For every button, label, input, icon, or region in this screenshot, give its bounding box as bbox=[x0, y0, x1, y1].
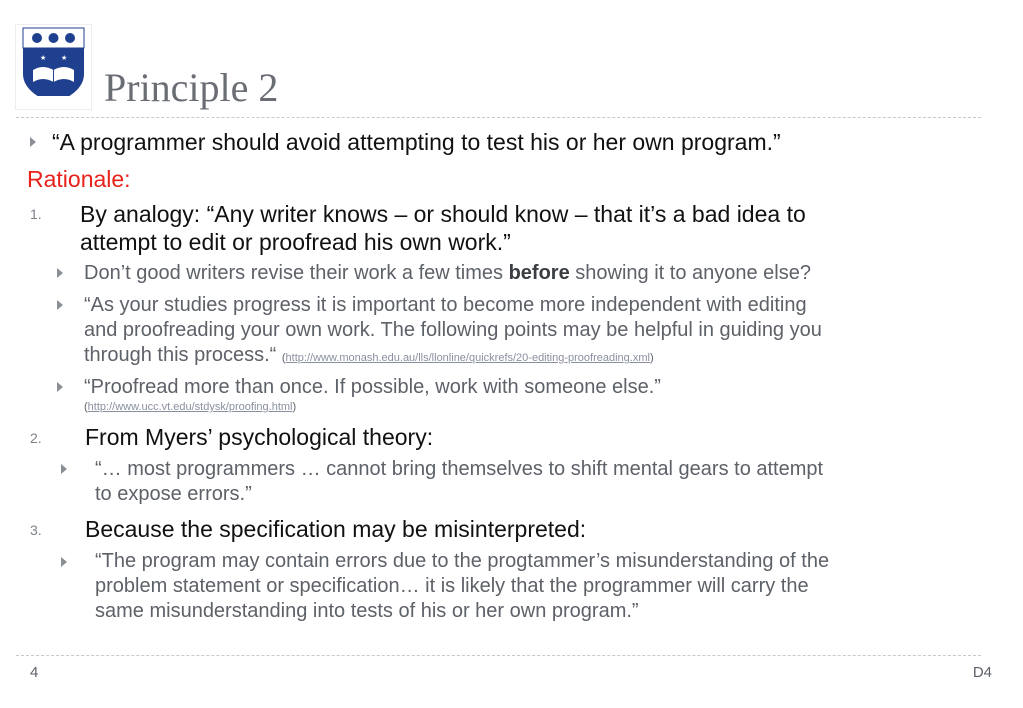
triangle-bullet-icon bbox=[61, 464, 67, 474]
slide-code: D4 bbox=[972, 664, 992, 681]
triangle-bullet-icon bbox=[61, 557, 67, 567]
slide-number: 4 bbox=[30, 664, 39, 681]
source-link[interactable]: http://www.ucc.vt.edu/stdysk/proofing.html bbox=[87, 401, 293, 413]
emphasis-text: before bbox=[508, 262, 570, 284]
list-number: 2. bbox=[30, 430, 42, 446]
sub-item-text: “Proofread more than once. If possible, work with someone else.” bbox=[84, 376, 661, 398]
list-number: 1. bbox=[30, 206, 42, 222]
sub-item-text: “The program may contain errors due to the progtammer’s misunderstanding of the bbox=[95, 550, 830, 572]
sub-item-text: and proofreading your own work. The following points may be helpful in guiding you bbox=[84, 319, 822, 341]
sub-item-text: “… most programmers … cannot bring themselves to shift mental gears to attempt bbox=[95, 458, 824, 480]
triangle-bullet-icon bbox=[30, 137, 36, 147]
rationale-label: Rationale: bbox=[27, 166, 131, 192]
list-item-text: Because the specification may be misinterpreted: bbox=[85, 516, 587, 542]
sub-item-text: problem statement or specification… it is likely that the programmer will carry the bbox=[95, 575, 809, 597]
principle-quote: “A programmer should avoid attempting to test his or her own program.” bbox=[52, 129, 781, 155]
sub-item-text: same misunderstanding into tests of his or her own program.” bbox=[95, 600, 639, 622]
sub-item-text: through this process.“ (http://www.monash.edu.au/lls/llonline/quickrefs/20-editing-proofreading.xml) bbox=[84, 344, 654, 366]
list-number: 3. bbox=[30, 522, 42, 538]
svg-text:★: ★ bbox=[40, 54, 47, 62]
svg-text:★: ★ bbox=[61, 54, 68, 62]
university-crest-logo bbox=[15, 24, 92, 110]
footer-divider bbox=[16, 655, 981, 656]
slide-title: Principle 2 bbox=[104, 65, 279, 110]
source-citation: (http://www.ucc.vt.edu/stdysk/proofing.html) bbox=[84, 401, 297, 413]
triangle-bullet-icon bbox=[57, 268, 63, 278]
triangle-bullet-icon bbox=[57, 382, 63, 392]
source-link[interactable]: http://www.monash.edu.au/lls/llonline/quickrefs/20-editing-proofreading.xml bbox=[285, 352, 650, 364]
source-citation: (http://www.monash.edu.au/lls/llonline/quickrefs/20-editing-proofreading.xml) bbox=[281, 352, 654, 364]
sub-item-text: Don’t good writers revise their work a few times before showing it to anyone else? bbox=[84, 262, 811, 284]
list-item-text: From Myers’ psychological theory: bbox=[85, 424, 434, 450]
header-divider bbox=[16, 117, 981, 118]
triangle-bullet-icon bbox=[57, 300, 63, 310]
sub-item-text: “As your studies progress it is important to become more independent with editing bbox=[84, 294, 807, 316]
list-item-text: By analogy: “Any writer knows – or should know – that it’s a bad idea to bbox=[80, 201, 806, 227]
list-item-text: attempt to edit or proofread his own work.” bbox=[80, 229, 511, 255]
sub-item-text: to expose errors.” bbox=[95, 483, 252, 505]
